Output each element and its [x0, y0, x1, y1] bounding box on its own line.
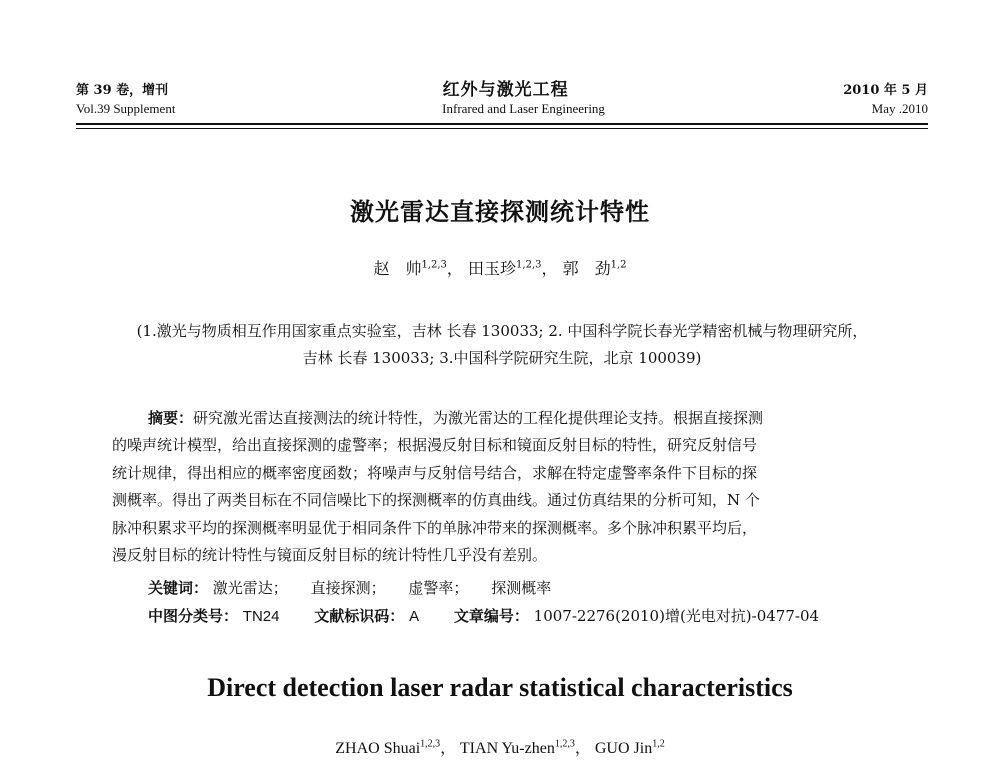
abstract-line: 测概率。得出了两类目标在不同信噪比下的探测概率的仿真曲线。通过仿真结果的分析可知，N 个: [112, 491, 760, 510]
header-rule-thick: [76, 123, 928, 125]
author-cn: 郭 劲$^{1,2}$: [562, 259, 627, 278]
affiliation-line: 吉林 长春 130033; 3.中国科学院研究生院，北京 100039): [302, 349, 702, 367]
date-cn: 2010 年 5 月: [843, 83, 928, 98]
doc-code-value: A: [409, 608, 420, 625]
keyword: 探测概率: [491, 579, 552, 597]
author-cn: 赵 帅$^{1,2,3}$，: [373, 259, 463, 278]
journal-header-row-en: [76, 101, 928, 117]
author-cn: 田玉珍$^{1,2,3}$，: [468, 259, 558, 278]
abstract: [112, 405, 892, 569]
journal-name-cn: 红外与激光工程: [442, 80, 569, 100]
abstract-line: 统计规律，得出相应的概率密度函数；将噪声与反射信号结合，求解在特定虚警率条件下目标的探: [112, 463, 758, 482]
keyword: 虚警率；: [408, 579, 469, 597]
volume-en: Vol.39 Supplement: [76, 101, 176, 116]
author-en: GUO Jin$^{1,2}$: [594, 738, 665, 757]
keywords-label: 关键词：: [148, 579, 209, 597]
abstract-line: 摘要：研究激光雷达直接测法的统计特性，为激光雷达的工程化提供理论支持。根据直接探测: [148, 409, 764, 427]
paper-title-en: Direct detection laser radar statistical characteristics: [207, 673, 793, 702]
keyword: 直接探测；: [310, 579, 386, 597]
abstract-line: 的噪声统计模型，给出直接探测的虚警率；根据漫反射目标和镜面反射目标的特性，研究反射信号: [112, 436, 758, 455]
header-rule-thin: [76, 128, 928, 129]
abstract-line: 脉冲积累求平均的探测概率明显优于相同条件下的单脉冲带来的探测概率。多个脉冲积累平均后，: [112, 518, 758, 537]
paper-title-cn: 激光雷达直接探测统计特性: [350, 198, 650, 226]
author-en: ZHAO Shuai$^{1,2,3}$，: [335, 738, 457, 757]
date-en: May .2010: [871, 101, 928, 116]
authors-en: [0, 735, 1000, 758]
authors-cn: [0, 256, 1000, 279]
keywords: [148, 577, 569, 598]
doc-code-label: 文献标识码：: [314, 607, 405, 625]
clc-label: 中图分类号：: [148, 607, 239, 625]
author-en: TIAN Yu-zhen$^{1,2,3}$，: [459, 738, 591, 757]
affiliation-line: (1.激光与物质相互作用国家重点实验室，吉林 长春 130033; 2. 中国科学院长春光学精密机械与物理研究所，: [136, 322, 868, 340]
journal-header-row-cn: [76, 79, 928, 100]
abstract-line: 漫反射目标的统计特性与镜面反射目标的统计特性几乎没有差别。: [112, 546, 548, 565]
volume-cn: 第 39 卷，增刊: [76, 83, 169, 98]
keyword: 激光雷达；: [212, 579, 288, 597]
clc-value: TN24: [242, 608, 280, 625]
journal-name-en: Infrared and Laser Engineering: [442, 101, 605, 116]
classification-line: [148, 605, 819, 626]
article-number-label: 文章编号：: [453, 607, 529, 625]
abstract-label: 摘要：: [148, 409, 194, 427]
article-number-value: 1007-2276(2010)增(光电对抗)-0477-04: [533, 607, 820, 625]
